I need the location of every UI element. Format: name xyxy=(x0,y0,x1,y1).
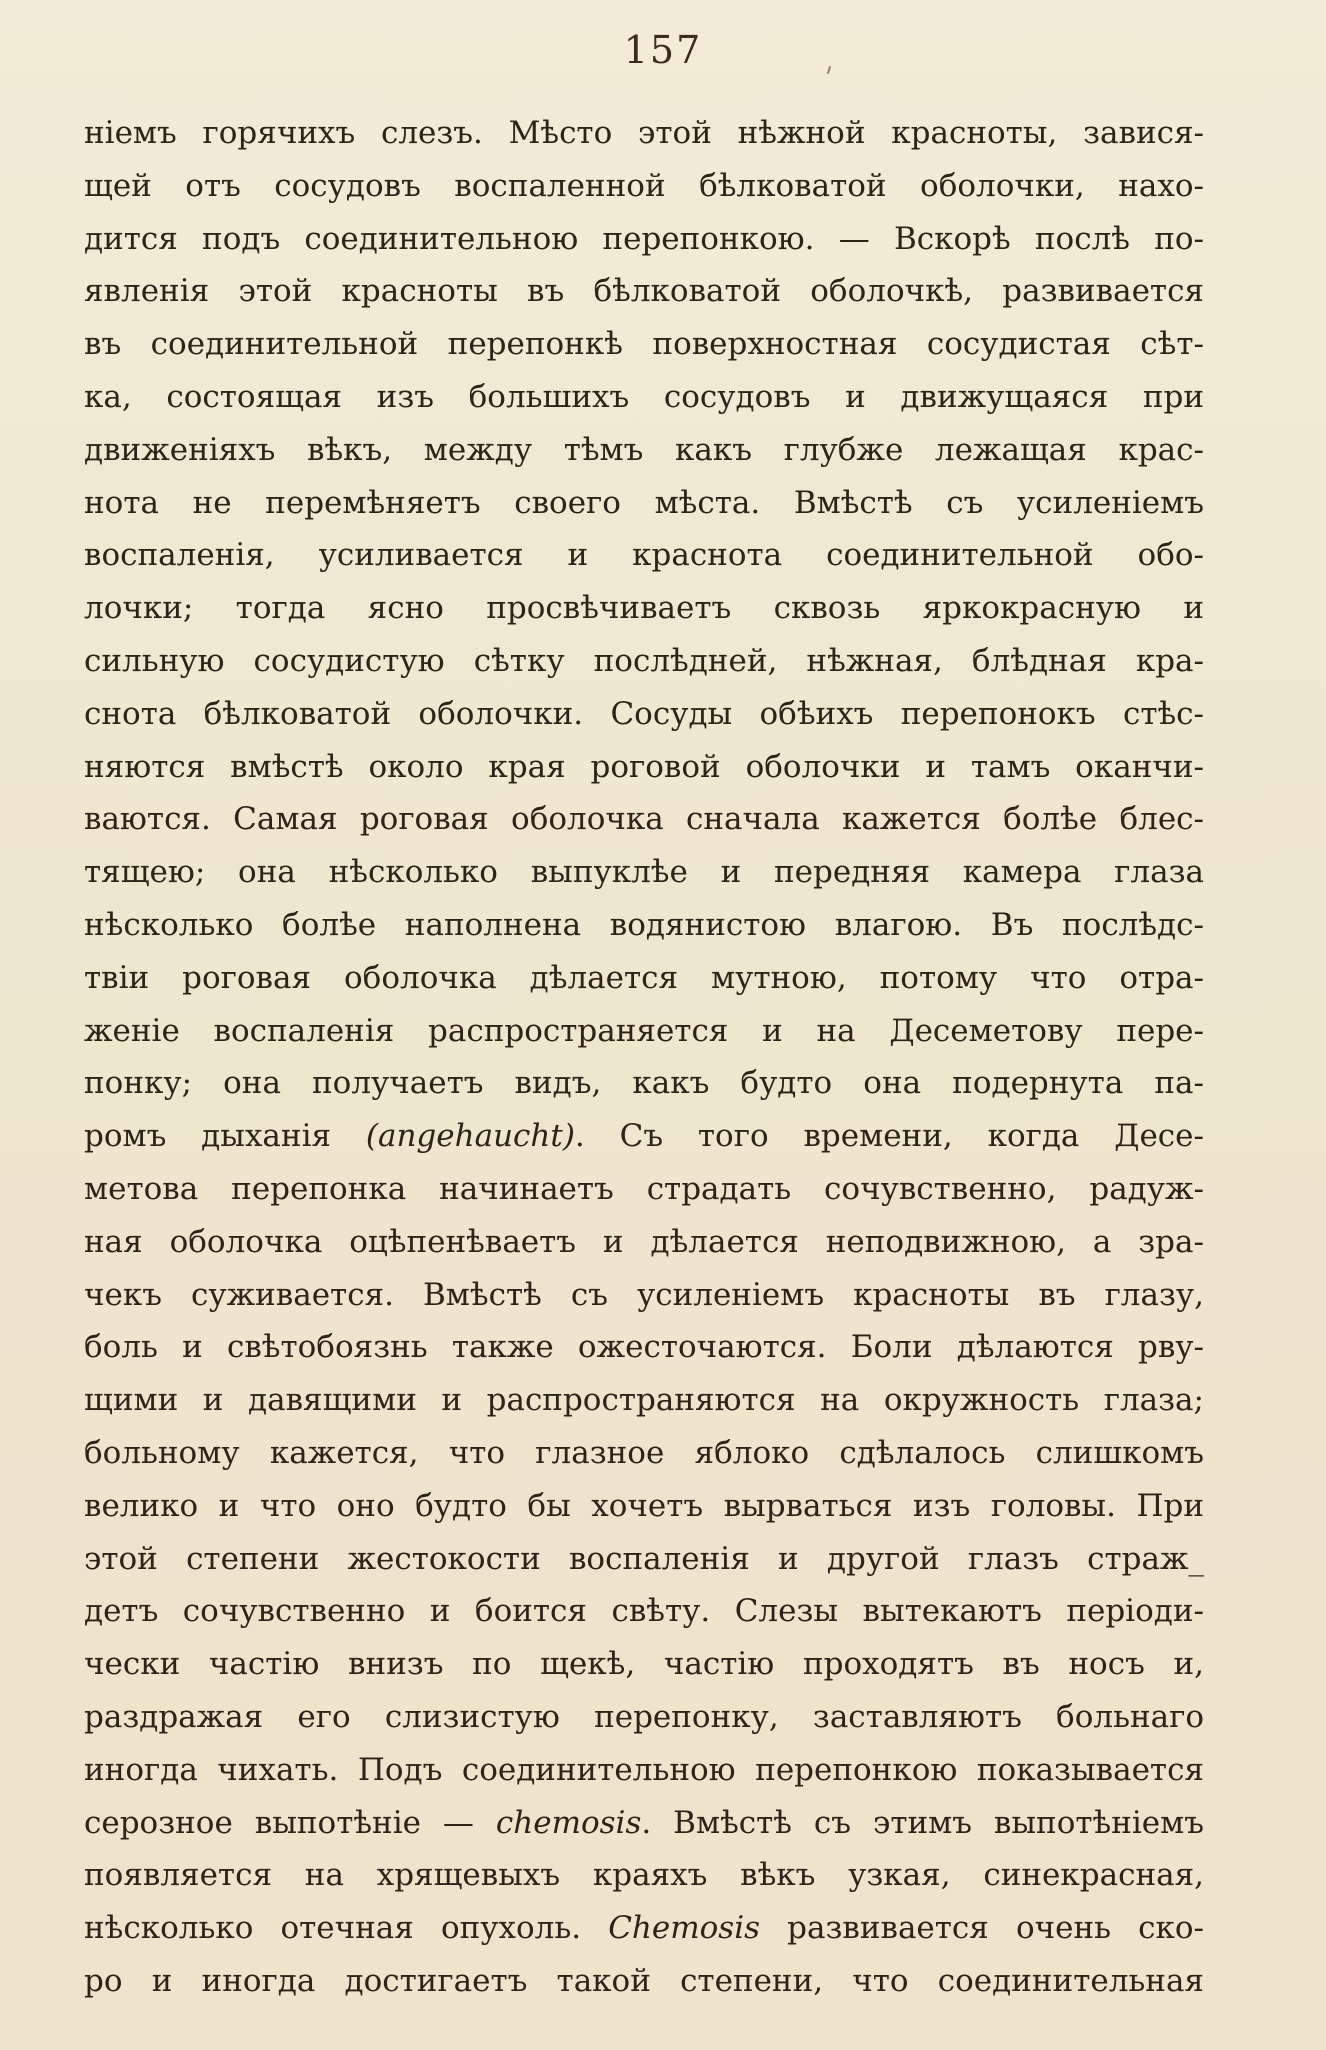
text-line-3: дится подъ соединительною перепонкою. — Вскорѣ послѣ по- xyxy=(84,220,1204,257)
text-line-20: ромъ дыханія (angehaucht). Съ того времени, когда Десе- xyxy=(84,1118,1204,1155)
text-line-24: боль и свѣтобоязнь также ожесточаются. Боли дѣлаются рву- xyxy=(84,1329,1204,1366)
text-line-18: женіе воспаленія распространяется и на Десеметову пере- xyxy=(84,1012,1204,1049)
text-line-1: ніемъ горячихъ слезъ. Мѣсто этой нѣжной красноты, завися- xyxy=(84,115,1204,151)
text-line-31: раздражая его слизистую перепонку, заставляютъ больнаго xyxy=(84,1698,1204,1735)
text-line-14: ваются. Самая роговая оболочка сначала кажется болѣе блес- xyxy=(84,801,1204,838)
text-line-6: ка, состоящая изъ большихъ сосудовъ и движущаяся при xyxy=(84,378,1204,415)
text-line-10: лочки; тогда ясно просвѣчиваетъ сквозь яркокрасную и xyxy=(84,590,1204,627)
text-line-33: серозное выпотѣніе — chemosis. Вмѣстѣ съ этимъ выпотѣніемъ xyxy=(84,1804,1204,1841)
italic-term: (angehaucht) xyxy=(365,1118,575,1155)
text-line-16: нѣсколько болѣе наполнена водянистою влагою. Въ послѣдс- xyxy=(84,906,1204,943)
text-line-15: тящею; она нѣсколько выпуклѣе и передняя камера глаза xyxy=(84,854,1204,891)
text-line-17: твіи роговая оболочка дѣлается мутною, потому что отра- xyxy=(84,959,1204,996)
text-line-5: въ соединительной перепонкѣ поверхностная сосудистая сѣт- xyxy=(84,326,1204,363)
italic-term: Chemosis xyxy=(608,1910,761,1947)
text-line-13: няются вмѣстѣ около края роговой оболочки и тамъ оканчи- xyxy=(84,748,1204,785)
text-line-8: нота не перемѣняетъ своего мѣста. Вмѣстѣ съ усиленіемъ xyxy=(84,484,1204,521)
text-line-12: снота бѣлковатой оболочки. Сосуды обѣихъ перепонокъ стѣс- xyxy=(84,695,1204,732)
text-line-29: детъ сочувственно и боится свѣту. Слезы вытекаютъ періоди- xyxy=(84,1593,1204,1630)
text-line-19: понку; она получаетъ видъ, какъ будто она подернута па- xyxy=(84,1065,1204,1102)
text-line-21: метова перепонка начинаетъ страдать сочувственно, радуж- xyxy=(84,1170,1204,1207)
text-line-27: велико и что оно будто бы хочетъ вырваться изъ головы. При xyxy=(84,1487,1204,1524)
text-line-4: явленія этой красноты въ бѣлковатой оболочкѣ, развивается xyxy=(84,273,1204,310)
text-line-22: ная оболочка оцѣпенѣваетъ и дѣлается неподвижною, а зра- xyxy=(84,1223,1204,1260)
text-line-32: иногда чихать. Подъ соединительною перепонкою показывается xyxy=(84,1751,1204,1788)
text-line-30: чески частію внизъ по щекѣ, частію проходятъ въ носъ и, xyxy=(84,1646,1204,1683)
text-line-36: ро и иногда достигаетъ такой степени, что соединительная xyxy=(84,1962,1204,1999)
text-line-2: щей отъ сосудовъ воспаленной бѣлковатой оболочки, нахо- xyxy=(84,167,1204,204)
text-line-9: воспаленія, усиливается и краснота соединительной обо- xyxy=(84,537,1204,574)
text-line-28: этой степени жестокости воспаленія и другой глазъ страж_ xyxy=(84,1540,1204,1577)
text-line-26: больному кажется, что глазное яблоко сдѣлалось слишкомъ xyxy=(84,1434,1204,1471)
text-line-25: щими и давящими и распространяются на окружность глаза; xyxy=(84,1382,1204,1419)
text-line-23: чекъ суживается. Вмѣстѣ съ усиленіемъ красноты въ глазу, xyxy=(84,1276,1204,1313)
italic-term: chemosis xyxy=(495,1804,642,1841)
page-number: 157 xyxy=(623,28,703,72)
text-line-11: сильную сосудистую сѣтку послѣдней, нѣжная, блѣдная кра- xyxy=(84,642,1204,679)
body-text xyxy=(84,107,1204,2008)
text-line-34: появляется на хрящевыхъ краяхъ вѣкъ узкая, синекрасная, xyxy=(84,1857,1204,1894)
text-line-7: движеніяхъ вѣкъ, между тѣмъ какъ глубже лежащая крас- xyxy=(84,431,1204,468)
text-line-35: нѣсколько отечная опухоль. Chemosis развивается очень ско- xyxy=(84,1910,1204,1947)
